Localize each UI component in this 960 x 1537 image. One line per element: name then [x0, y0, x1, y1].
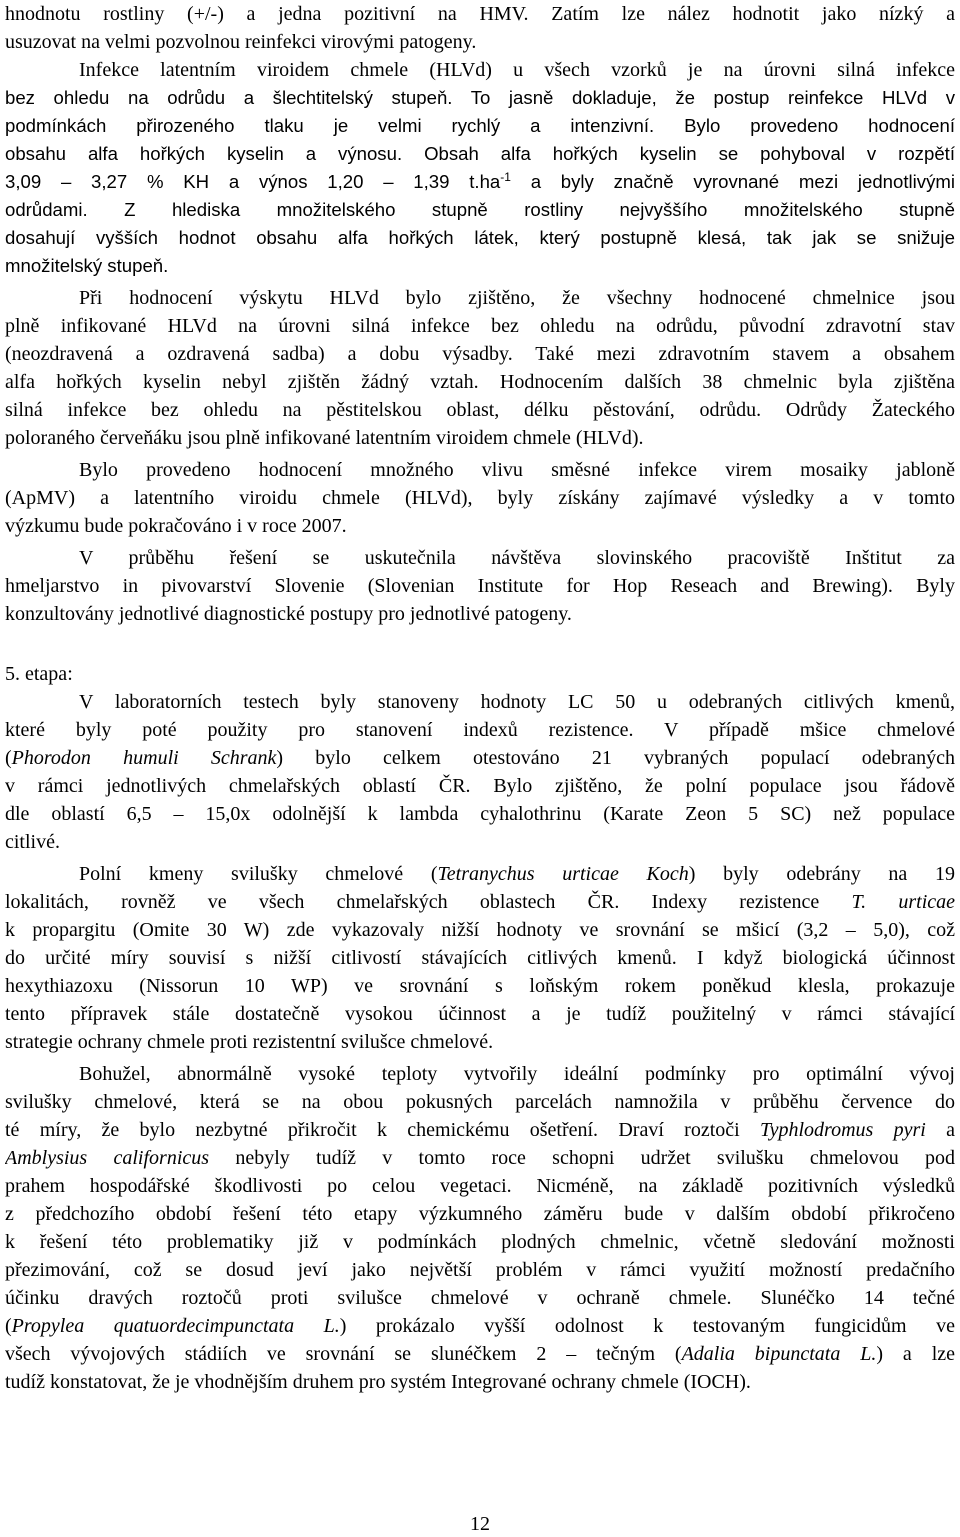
text-line [79, 284, 955, 312]
text-run: plně infikované HLVd na úrovni silná infekce bez ohledu na odrůdu, původní zdravotní stav [5, 315, 955, 337]
text-line [5, 744, 955, 772]
text-line [5, 1116, 955, 1144]
text-line [5, 368, 955, 396]
text-run: z předchozího období řešení této etapy výzkumného záměru bude v dalším období přikročeno [5, 1203, 955, 1225]
text-run: konzultovány jednotlivé diagnostické postupy pro jednotlivé patogeny. [5, 603, 572, 625]
text-line [5, 716, 955, 744]
text-line [5, 340, 955, 368]
text-line [5, 252, 955, 280]
text-run: (neozdravená a ozdravená sadba) a dobu výsadby. Také mezi zdravotním stavem a obsahem [5, 343, 955, 365]
text-run: množitelský stupeň. [5, 255, 169, 276]
text-line [5, 28, 955, 56]
text-line [5, 1000, 955, 1028]
text-run: 5. etapa: [5, 663, 73, 685]
text-run: Bylo provedeno hodnocení množného vlivu směsné infekce virem mosaiky jabloně [79, 459, 955, 481]
italic-term: Tetranychus urticae Koch [437, 863, 689, 885]
text-line [5, 396, 955, 424]
text-run: silná infekce bez ohledu na pěstitelskou oblast, délku pěstování, odrůdu. Odrůdy Žateckého [5, 399, 955, 421]
text-run: Polní kmeny svilušky chmelové ( [79, 863, 438, 885]
superscript: -1 [500, 169, 511, 184]
text-run: té míry, že bylo nezbytné přikročit k chemickému ošetření. Draví roztoči [5, 1119, 760, 1141]
text-run: prahem hospodářské škodlivosti po celou vegetaci. Nicméně, na základě pozitivních výsledků [5, 1175, 955, 1197]
text-line [5, 0, 955, 28]
text-run: přezimování, což se dosud jeví jako největší problém v rámci využití možností predačního [5, 1259, 955, 1281]
text-run: V průběhu řešení se uskutečnila návštěva slovinského pracoviště Inštitut za [79, 547, 955, 569]
text-run: 3,09 – 3,27 % KH a výnos 1,20 – 1,39 t.ha [5, 171, 501, 192]
text-run: lokalitách, rovněž ve všech chmelařských oblastech ČR. Indexy rezistence [5, 891, 852, 913]
text-line [5, 800, 955, 828]
text-line [5, 168, 955, 196]
italic-term: Propylea quatuordecimpunctata L. [11, 1315, 340, 1337]
text-line [5, 972, 955, 1000]
text-run: strategie ochrany chmele proti rezistentní svilušce chmelové. [5, 1031, 494, 1053]
text-line [79, 1060, 955, 1088]
italic-term: T. urticae [851, 891, 955, 913]
text-run: do určité míry souvisí s nižší citlivostí stávajících citlivých kmenů. I když biologická účinnost [5, 947, 955, 969]
text-line [5, 140, 955, 168]
text-run: a byly značně vyrovnané mezi jednotlivými [510, 171, 955, 192]
text-run: ) bylo celkem otestováno 21 vybraných populací odebraných [276, 747, 955, 769]
text-run: a [925, 1119, 955, 1141]
text-run: k řešení této problematiky již v podmínkách plodných chmelnic, včetně sledování možnosti [5, 1231, 955, 1253]
text-run: Při hodnocení výskytu HLVd bylo zjištěno, že všechny hodnocené chmelnice jsou [79, 287, 955, 309]
text-line [5, 1088, 955, 1116]
text-line [79, 56, 955, 84]
text-line [5, 1028, 955, 1056]
text-line [5, 944, 955, 972]
text-line [5, 1172, 955, 1200]
text-run: tudíž konstatovat, že je vhodnějším druhem pro systém Integrované ochrany chmele (IOCH). [5, 1371, 751, 1393]
text-run: Infekce latentním viroidem chmele (HLVd) u všech vzorků je na úrovni silná infekce [79, 59, 955, 81]
text-line [79, 544, 955, 572]
text-line [5, 1340, 955, 1368]
page-number: 12 [470, 1513, 490, 1535]
text-run: citlivé. [5, 831, 60, 853]
text-run: usuzovat na velmi pozvolnou reinfekci virovými patogeny. [5, 31, 477, 53]
text-line [5, 1368, 955, 1396]
text-run: podmínkách přirozeného tlaku je velmi rychlý a intenzivní. Bylo provedeno hodnocení [5, 115, 955, 136]
italic-term: Amblysius californicus [5, 1147, 210, 1169]
text-line [5, 484, 955, 512]
text-run: alfa hořkých kyselin nebyl zjištěn žádný vztah. Hodnocením dalších 38 chmelnic byla zjištěna [5, 371, 955, 393]
text-run: hnodnotu rostliny (+/-) a jedna pozitivní na HMV. Zatím lze nález hodnotit jako nízký a [5, 3, 955, 25]
text-line [5, 660, 955, 688]
text-line [5, 312, 955, 340]
italic-term: Adalia bipunctata L. [681, 1343, 877, 1365]
text-run: hmeljarstvo in pivovarství Slovenie (Slovenian Institute for Hop Reseach and Brewing). Byly [5, 575, 955, 597]
italic-term: Phorodon humuli Schrank [11, 747, 277, 769]
text-run: nebyly tudíž v tomto roce schopni udržet svilušku chmelovou pod [209, 1147, 955, 1169]
text-run: výzkumu bude pokračováno i v roce 2007. [5, 515, 347, 537]
text-run: tento přípravek stále dostatečně vysokou účinnost a je tudíž použitelný v rámci stávající [5, 1003, 955, 1025]
text-line [5, 888, 955, 916]
text-run: ( [5, 1315, 12, 1337]
text-line [5, 84, 955, 112]
text-line [5, 916, 955, 944]
text-line [5, 196, 955, 224]
text-run: účinku dravých roztočů proti svilušce chmelové v ochraně chmele. Slunéčko 14 tečné [5, 1287, 955, 1309]
text-run: k propargitu (Omite 30 W) zde vykazovaly nižší hodnoty ve srovnání se mšicí (3,2 – 5,0), což [5, 919, 955, 941]
text-run: hexythiazoxu (Nissorun 10 WP) ve srovnání s loňským rokem poněkud klesla, prokazuje [5, 975, 955, 997]
text-line [5, 1200, 955, 1228]
text-run: bez ohledu na odrůdu a šlechtitelský stupeň. To jasně dokladuje, že postup reinfekce HLVd v [5, 87, 955, 108]
text-line [5, 424, 955, 452]
text-run: v rámci jednotlivých chmelařských oblastí ČR. Bylo zjištěno, že polní populace jsou řádově [5, 775, 955, 797]
text-line [79, 688, 955, 716]
text-run: odrůdami. Z hlediska množitelského stupně rostliny nejvyššího množitelského stupně [5, 199, 955, 220]
text-run: dosahují vyšších hodnot obsahu alfa hořkých látek, který postupně klesá, tak jak se snižuje [5, 227, 955, 248]
text-line [79, 860, 955, 888]
text-run: (ApMV) a latentního viroidu chmele (HLVd), byly získány zajímavé výsledky a v tomto [5, 487, 955, 509]
text-run: které byly poté použity pro stanovení indexů rezistence. V případě mšice chmelové [5, 719, 955, 741]
text-line [5, 112, 955, 140]
text-run: dle oblastí 6,5 – 15,0x odolnější k lambda cyhalothrinu (Karate Zeon 5 SC) než populace [5, 803, 955, 825]
text-line [5, 772, 955, 800]
text-line [5, 1284, 955, 1312]
text-run: poloraného červeňáku jsou plně infikované latentním viroidem chmele (HLVd). [5, 427, 644, 449]
text-run: svilušky chmelové, která se na obou pokusných parcelách namnožila v průběhu července do [5, 1091, 955, 1113]
text-line [5, 224, 955, 252]
text-line [5, 572, 955, 600]
text-run: Bohužel, abnormálně vysoké teploty vytvořily ideální podmínky pro optimální vývoj [79, 1063, 955, 1085]
text-line [5, 1312, 955, 1340]
text-run: V laboratorních testech byly stanoveny hodnoty LC 50 u odebraných citlivých kmenů, [79, 691, 955, 713]
text-line [79, 456, 955, 484]
italic-term: Typhlodromus pyri [759, 1119, 926, 1141]
text-line [5, 512, 955, 540]
text-run: ) byly odebrány na 19 [688, 863, 955, 885]
text-run: všech vývojových stádiích ve srovnání se slunéčkem 2 – tečným ( [5, 1343, 682, 1365]
text-line [5, 828, 955, 856]
text-line [5, 1144, 955, 1172]
text-line [5, 600, 955, 628]
text-line [5, 1228, 955, 1256]
text-run: ) prokázalo vyšší odolnost k testovaným fungicidům ve [339, 1315, 955, 1337]
text-run: ( [5, 747, 12, 769]
text-run: ) a lze [876, 1343, 955, 1365]
text-line [5, 1256, 955, 1284]
text-run: obsahu alfa hořkých kyselin a výnosu. Obsah alfa hořkých kyselin se pohyboval v rozpětí [5, 143, 955, 164]
